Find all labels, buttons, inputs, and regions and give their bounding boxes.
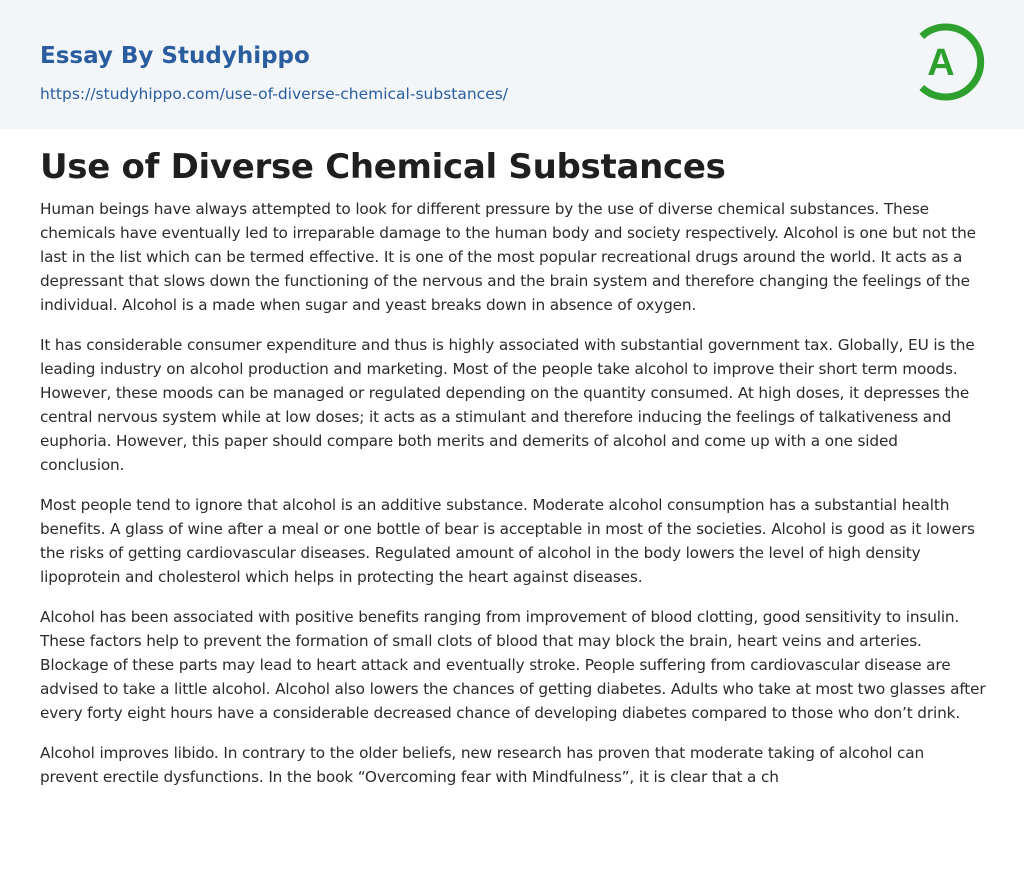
brand-title: Essay By Studyhippo [40, 43, 310, 69]
logo-letter: A [927, 42, 955, 84]
essay-paragraph: Human beings have always attempted to look for different pressure by the use of diverse chemical substances. These chemicals have eventually led to irreparable damage to the human body and society respectively. Alcohol is one but not the last in the list which can be termed effective. It is one of the most popular recreational drugs around the world. It acts as a depressant that slows down the functioning of the nervous and the brain system and therefore changing the feelings of the individual. Alcohol is a made when sugar and yeast breaks down in absence of oxygen. [40, 200, 976, 314]
essay-paragraph: It has considerable consumer expenditure and thus is highly associated with substantial government tax. Globally, EU is the leading industry on alcohol production and marketing. Most of the people take alcohol to improve their short term moods. However, these moods can be managed or regulated depending on the quantity consumed. At high doses, it depresses the central nervous system while at low doses; it acts as a stimulant and therefore inducing the feelings of talkativeness and euphoria. However, this paper should compare both merits and demerits of alcohol and come up with a one sided conclusion. [40, 336, 975, 474]
essay-paragraph: Alcohol improves libido. In contrary to the older beliefs, new research has proven that moderate taking of alcohol can prevent erectile dysfunctions. In the book “Overcoming fear with Mindfulness”, it is clear that a ch [40, 744, 925, 786]
page-header [0, 0, 1024, 129]
source-url-link[interactable]: https://studyhippo.com/use-of-diverse-chemical-substances/ [40, 85, 509, 103]
studyhippo-logo-icon[interactable] [910, 19, 988, 105]
essay-paragraph: Alcohol has been associated with positive benefits ranging from improvement of blood clotting, good sensitivity to insulin. These factors help to prevent the formation of small clots of blood that may block the brain, heart veins and arteries. Blockage of these parts may lead to heart attack and eventually stroke. People suffering from cardiovascular disease are advised to take a little alcohol. Alcohol also lowers the chances of getting diabetes. Adults who take at most two glasses after every forty eight hours have a considerable decreased chance of developing diabetes compared to those who don’t drink. [40, 608, 986, 722]
essay-content [40, 143, 986, 805]
essay-title: Use of Diverse Chemical Substances [40, 147, 726, 187]
essay-paragraph: Most people tend to ignore that alcohol is an additive substance. Moderate alcohol consumption has a substantial health benefits. A glass of wine after a meal or one bottle of bear is acceptable in most of the societies. Alcohol is good as it lowers the risks of getting cardiovascular diseases. Regulated amount of alcohol in the body lowers the level of high density lipoprotein and cholesterol which helps in protecting the heart against diseases. [40, 496, 975, 586]
